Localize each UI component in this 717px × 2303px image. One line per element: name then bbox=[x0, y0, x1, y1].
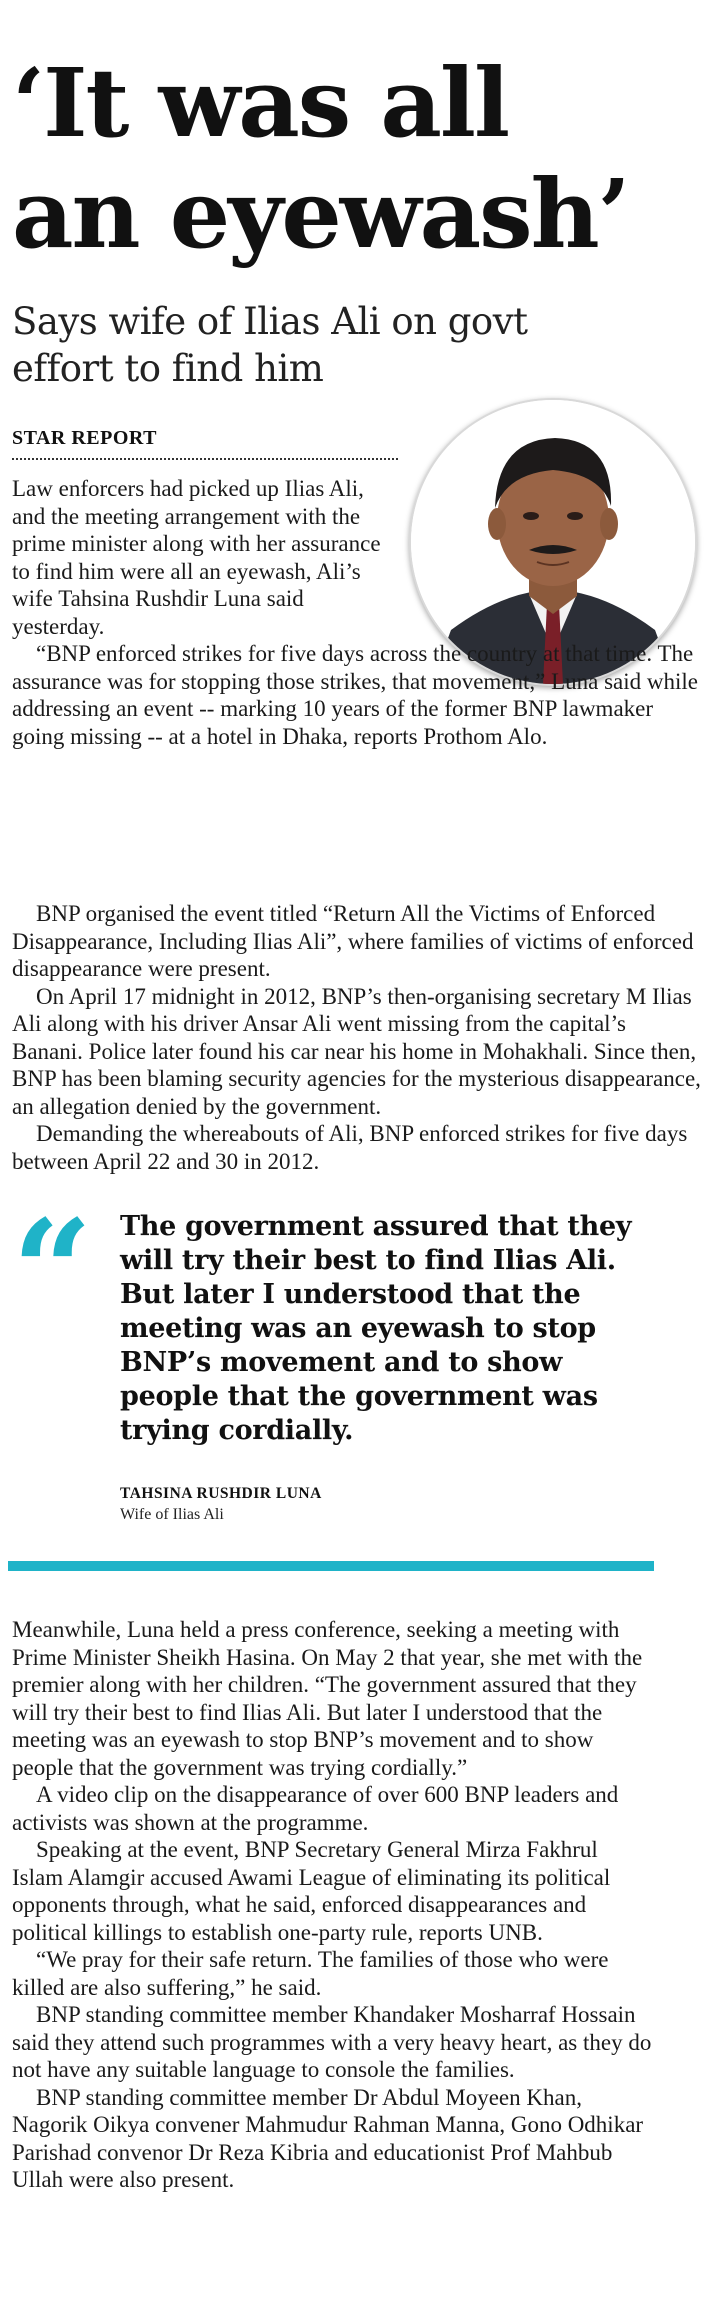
paragraph: BNP standing committee member Khandaker Mosharraf Hossain said they attend such programmes with a very heavy heart, as they do not have any suitable language to console the families. bbox=[12, 2002, 652, 2082]
article-body-middle bbox=[12, 900, 702, 1175]
article-body-top bbox=[12, 475, 699, 750]
headline-line-2: an eyewash’ bbox=[12, 159, 629, 270]
section-divider bbox=[8, 1561, 654, 1571]
pull-quote-attribution-role: Wife of Ilias Ali bbox=[120, 1506, 224, 1523]
article-body-bottom bbox=[12, 1616, 652, 2194]
byline: STAR REPORT bbox=[12, 427, 158, 449]
headline bbox=[12, 48, 712, 270]
paragraph: BNP standing committee member Dr Abdul Moyeen Khan, Nagorik Oikya convener Mahmudur Rahman Manna, Gono Odhikar Parishad convenor Dr Reza Kibria and educationist Prof Mahbub Ullah were also present. bbox=[12, 2084, 644, 2192]
paragraph: Meanwhile, Luna held a press conference, seeking a meeting with Prime Minister Sheikh Hasina. On May 2 that year, she met with the premier along with her children. “The government assured that they will try their best to find Ilias Ali. But later I understood that the meeting was an eyewash to stop BNP’s movement and to show people that the government was trying cordially.” bbox=[12, 1617, 643, 1780]
paragraph: Speaking at the event, BNP Secretary General Mirza Fakhrul Islam Alamgir accused Awami League of eliminating its political opponents through, what he said, enforced disappearances and political killings to establish one-party rule, reports UNB. bbox=[12, 1837, 611, 1945]
pull-quote bbox=[12, 1190, 652, 1550]
paragraph: Law enforcers had picked up Ilias Ali, and the meeting arrangement with the prime minister along with her assurance to find him were all an eyewash, Ali’s wife Tahsina Rushdir Luna said yesterday. bbox=[12, 476, 381, 639]
headline-line-1: ‘It was all bbox=[12, 48, 509, 159]
pull-quote-text: The government assured that they will try their best to find Ilias Ali. But later I understood that the meeting was an eyewash to stop BNP’s movement and to show people that the government was trying cordially. bbox=[120, 1211, 632, 1446]
paragraph: On April 17 midnight in 2012, BNP’s then-organising secretary M Ilias Ali along with his driver Ansar Ali went missing from the capital’s Banani. Police later found his car near his home in Mohakhali. Since then, BNP has been blaming security agencies for the mysterious disappearance, an allegation denied by the government. bbox=[12, 983, 701, 1119]
subheadline: Says wife of Ilias Ali on govt effort to find him bbox=[12, 300, 528, 390]
paragraph: “We pray for their safe return. The families of those who were killed are also suffering,” he said. bbox=[12, 1947, 609, 2000]
paragraph: A video clip on the disappearance of over 600 BNP leaders and activists was shown at the programme. bbox=[12, 1782, 619, 1835]
paragraph: “BNP enforced strikes for five days across the country at that time. The assurance was for stopping those strikes, that movement,” Luna said while addressing an event -- marking 10 years of the former BNP lawmaker going missing -- at a hotel in Dhaka, reports Prothom Alo. bbox=[12, 641, 699, 749]
paragraph: BNP organised the event titled “Return All the Victims of Enforced Disappearance, Including Ilias Ali”, where families of victims of enforced disappearance were present. bbox=[12, 901, 694, 981]
paragraph: Demanding the whereabouts of Ali, BNP enforced strikes for five days between April 22 and 30 in 2012. bbox=[12, 1121, 688, 1174]
pull-quote-attribution-name: TAHSINA RUSHDIR LUNA bbox=[120, 1485, 322, 1502]
byline-divider bbox=[12, 458, 398, 460]
quote-mark-icon: “ bbox=[12, 1190, 93, 1354]
